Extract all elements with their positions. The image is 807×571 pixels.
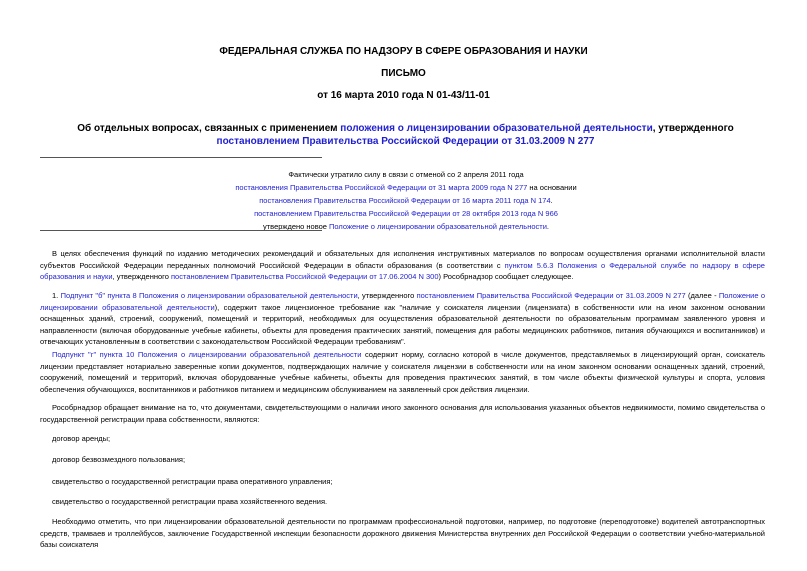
p3-text-a: содержит норму, согласно которой в числе документов, представляемых в лицензирующий орган, соискатель лицензии представляет нотариально заверенные копии документов, подтверждающих наличие у соискателя лицензии в собственности или на ином законном основании оснащенных зданий, строений, сооружений, помещений и территорий, включая оборудованные учебные кабинеты, объекты для проведения практических занятий, в том числе объекты физической культуры и спорта, условия обеспечения обучающихся, воспитанников и работников питанием и медицинским обслуживанием на заявленный срок действия лицензии. (40, 350, 765, 394)
list-item: договор безвозмездного пользования; (52, 455, 186, 464)
note-line-2-text: на основании (527, 183, 577, 192)
p1-text-b: , утвержденного (112, 272, 171, 281)
p2-text-c: ), содержит такое лицензионное требование как "наличие у соискателя лицензии (лицензиата) в собственности или на ином законном основании оснащенных зданий, строений, сооружений, помещений и территорий, необходимых для осуществления образовательной деятельности по образовательным программам заявленного уровня и направленности (включая оборудованные учебные кабинеты, объекты для проведения практических занятий, помещения для работы медицинских работников, питания обучающихся и воспитанников) и отвечающих установленным в соответствии с законодательством Российской Федерации требованиям". (40, 302, 765, 346)
p2-text-b: (далее - (685, 291, 719, 300)
p1-text-a: В целях обеспечения функций по изданию методических рекомендаций и обязательных для исполнения инструктивных материалов по вопросам осуществления органами исполнительной власти субъектов Российской Федерации переданных полномочий Российской Федерации в области образования (в соответствии с (40, 249, 765, 270)
list-item: свидетельство о государственной регистрации права оперативного управления; (52, 477, 333, 486)
p1-link-point-563[interactable]: пунктом 5.6.3 Положения о Федеральной службе по надзору в сфере образования и науки (40, 260, 765, 281)
note-line-4 (160, 207, 652, 220)
title-text-2: , утвержденного (652, 123, 734, 134)
note-line-5-end: . (546, 222, 549, 231)
p2-number: 1. (52, 291, 61, 300)
paragraph-4 (40, 516, 765, 551)
document-type-heading: ПИСЬМО (381, 68, 426, 79)
p5-text: Необходимо отметить, что при лицензировании образовательной деятельности по программам профессиональной подготовки, например, по подготовке (переподготовке) водителей автотранспортных средств, трамваев и троллейбусов, заключение Государственной инспекции безопасности дорожного движения Министерства внутренних дел Российской Федерации о соответствии учебно-материальной базы соискателя (40, 517, 765, 549)
p1-link-resolution-300[interactable]: постановлением Правительства Российской Федерации от 17.06.2004 N 300 (170, 272, 439, 281)
list-item: свидетельство о государственной регистрации права хозяйственного ведения. (52, 497, 328, 506)
note-line-5 (160, 220, 652, 233)
paragraph-1 (40, 290, 765, 348)
note-link-resolution-966[interactable]: постановлением Правительства Российской Федерации от 28 октября 2013 года N 966 (254, 209, 558, 218)
note-bottom-rule (40, 230, 322, 231)
p2-link-resolution-277[interactable]: постановлением Правительства Российской Федерации от 31.03.2009 N 277 (416, 291, 686, 300)
list-item: договор аренды; (52, 434, 111, 443)
title-link-regulation[interactable]: положения о лицензировании образовательной деятельности (340, 123, 653, 134)
p2-link-regulation[interactable]: Положение о лицензировании образовательной деятельности (40, 291, 766, 312)
note-link-resolution-174[interactable]: постановления Правительства Российской Федерации от 16 марта 2011 года N 174 (259, 196, 551, 205)
note-link-new-regulation[interactable]: Положение о лицензировании образовательной деятельности (329, 222, 547, 231)
agency-heading: ФЕДЕРАЛЬНАЯ СЛУЖБА ПО НАДЗОРУ В СФЕРЕ ОБРАЗОВАНИЯ И НАУКИ (219, 46, 588, 57)
note-line-3-text: . (550, 196, 553, 205)
paragraph-3 (40, 402, 765, 425)
note-top-rule (40, 157, 322, 158)
p1-text-c: ) Рособрнадзор сообщает следующее. (438, 272, 574, 281)
title-text-1: Об отдельных вопросах, связанных с применением (77, 123, 341, 134)
title-link-resolution[interactable]: постановлением Правительства Российской Федерации от 31.03.2009 N 277 (216, 136, 595, 147)
note-line-2 (160, 181, 652, 194)
document-date-number: от 16 марта 2010 года N 01-43/11-01 (317, 90, 490, 101)
note-line-1: Фактически утратило силу в связи с отменой со 2 апреля 2011 года (288, 170, 524, 179)
p2-text-a: , утвержденного (357, 291, 417, 300)
note-line-5-text: утверждено новое (263, 222, 330, 231)
paragraph-2 (40, 349, 765, 395)
paragraph-intro (40, 248, 765, 283)
p3-link-subpoint-g[interactable]: Подпункт "г" пункта 10 Положения о лицензировании образовательной деятельности (52, 350, 362, 359)
validity-note (160, 168, 652, 233)
note-line-3 (160, 194, 652, 207)
document-title (38, 122, 773, 148)
note-link-resolution-277[interactable]: постановления Правительства Российской Федерации от 31 марта 2009 года N 277 (235, 183, 528, 192)
p4-text: Рособрнадзор обращает внимание на то, что документами, свидетельствующими о наличии иного законного основания для использования указанных объектов недвижимости, помимо свидетельства о государственной регистрации права собственности, являются: (40, 403, 765, 424)
p2-link-subpoint-b[interactable]: Подпункт "б" пункта 8 Положения о лицензировании образовательной деятельности (60, 291, 358, 300)
